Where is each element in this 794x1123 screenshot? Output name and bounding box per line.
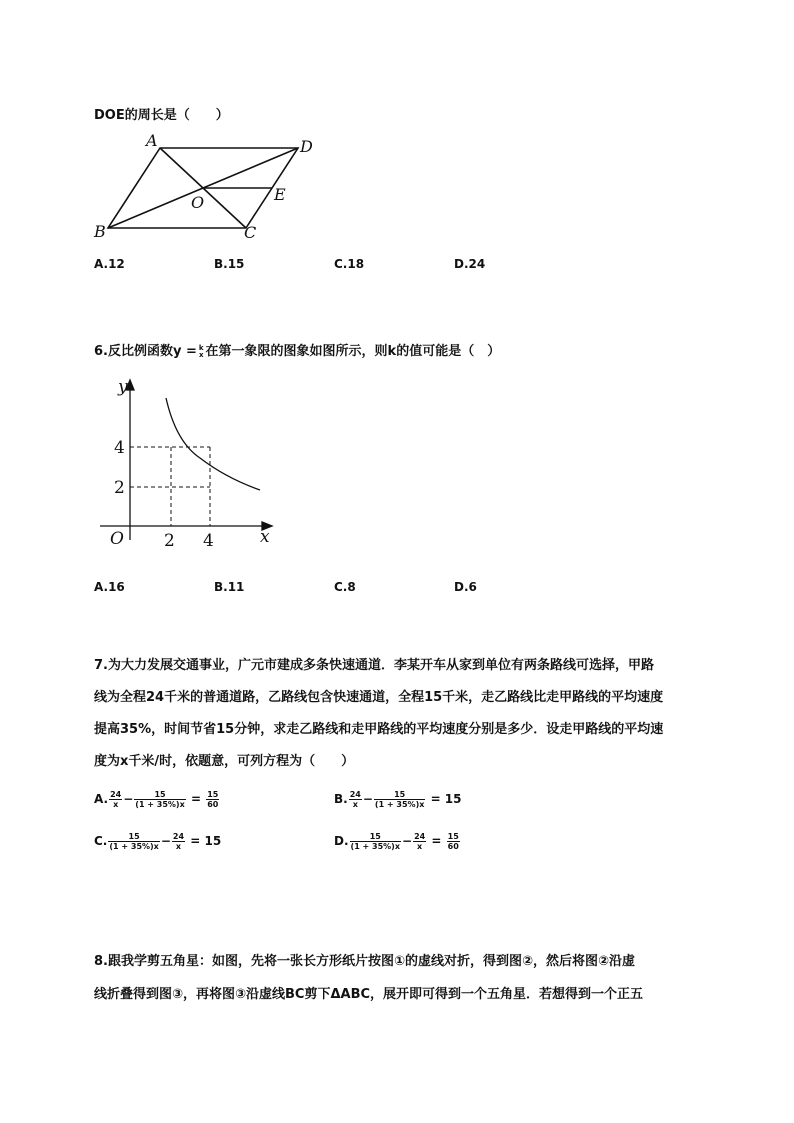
tick-y-2: 2 xyxy=(114,478,125,498)
q7-option-b-label: B. xyxy=(334,792,348,806)
q7-d-frac1 xyxy=(350,832,401,851)
q7-d-f3n: 15 xyxy=(447,832,459,841)
q5-option-a: A.12 xyxy=(94,257,125,271)
q7-b-f1n: 24 xyxy=(349,790,361,799)
graph-origin: O xyxy=(110,529,124,549)
tick-x-2: 2 xyxy=(164,531,175,551)
q7-b-eq: = 15 xyxy=(430,792,462,806)
q6-k: k xyxy=(198,343,204,352)
q7-a-f1n: 24 xyxy=(110,790,122,799)
q7-d-minus: − xyxy=(402,834,413,848)
q7-a-f2d: (1 + 35%)x xyxy=(135,800,185,809)
q7-d-frac2 xyxy=(413,832,426,851)
q7-d-f3d: 60 xyxy=(447,842,459,851)
label-a: A xyxy=(146,131,158,150)
q7-c-f2n: 24 xyxy=(172,832,185,841)
q7-b-frac1 xyxy=(349,790,362,809)
q7-d-frac3 xyxy=(447,832,460,851)
q7-c-frac1 xyxy=(108,832,159,851)
q7-c-f2d: x xyxy=(175,842,182,851)
q6-option-b: B.11 xyxy=(214,580,245,594)
q6-option-a: A.16 xyxy=(94,580,125,594)
q7-option-b xyxy=(334,790,462,809)
q7-option-a xyxy=(94,790,220,809)
q7-option-c xyxy=(94,832,221,851)
label-o: O xyxy=(191,193,205,212)
q7-a-f3n: 15 xyxy=(207,790,219,799)
q7-a-f1d: x xyxy=(113,800,119,809)
q7-line-3: 提高35%，时间节省15分钟，求走乙路线和走甲路线的平均速度分别是多少．设走甲路线的平均速 xyxy=(94,722,664,737)
q8-line-2: 线折叠得到图③，再将图③沿虚线BC剪下ΔABC，展开即可得到一个五角星．若想得到一个正五 xyxy=(94,987,644,1002)
q7-a-frac1 xyxy=(109,790,122,809)
parallelogram-figure xyxy=(88,130,328,245)
q7-c-f1d: (1 + 35%)x xyxy=(109,842,159,851)
q6-k-over-x xyxy=(198,345,205,359)
q7-c-eq: = 15 xyxy=(190,834,222,848)
hyperbola-curve xyxy=(166,398,260,490)
q7-a-minus: − xyxy=(123,792,134,806)
q7-option-c-label: C. xyxy=(94,834,108,848)
q5-stem: DOE的周长是（ ） xyxy=(94,108,229,123)
q7-line-1: 7.为大力发展交通事业，广元市建成多条快速通道．李某开车从家到单位有两条路线可选择，甲路 xyxy=(94,658,654,673)
q7-d-f2d: x xyxy=(417,842,423,851)
q7-b-f1d: x xyxy=(352,800,358,809)
q7-d-eq: = xyxy=(431,834,442,848)
q7-option-d xyxy=(334,832,461,851)
label-b: B xyxy=(94,222,106,241)
label-c: C xyxy=(244,223,257,242)
q5-option-b: B.15 xyxy=(214,257,245,271)
q6-stem-post: 在第一象限的图象如图所示，则k的值可能是（ ） xyxy=(205,344,501,359)
q7-a-f3d: 60 xyxy=(207,800,219,809)
q7-d-f1d: (1 + 35%)x xyxy=(350,842,400,851)
q7-line-4: 度为x千米/时，依题意，可列方程为（ ） xyxy=(94,754,355,769)
q6-option-d: D.6 xyxy=(454,580,477,594)
q7-d-f2n: 24 xyxy=(414,832,426,841)
q7-b-f2n: 15 xyxy=(374,790,425,800)
label-d: D xyxy=(300,137,313,156)
q7-b-f2d: (1 + 35%)x xyxy=(374,800,425,809)
q6-stem xyxy=(94,340,500,359)
graph-x-label: x xyxy=(260,527,270,547)
q8-line-1: 8.跟我学剪五角星：如图，先将一张长方形纸片按图①的虚线对折，得到图②，然后将图②沿虚 xyxy=(94,954,636,969)
tick-x-4: 4 xyxy=(203,531,214,551)
q6-x: x xyxy=(198,350,204,359)
q7-a-eq: = xyxy=(190,792,201,806)
q7-c-frac2 xyxy=(172,832,185,851)
q7-a-frac3 xyxy=(206,790,219,809)
q7-a-f2n: 15 xyxy=(134,790,185,800)
graph-y-label: y xyxy=(118,377,128,397)
q7-b-frac2 xyxy=(374,790,425,809)
q6-stem-pre: 6.反比例函数y = xyxy=(94,344,197,359)
label-e: E xyxy=(274,185,286,204)
tick-y-4: 4 xyxy=(114,438,125,458)
q5-option-d: D.24 xyxy=(454,257,486,271)
q7-line-2: 线为全程24千米的普通道路，乙路线包含快速通道，全程15千米，走乙路线比走甲路线的平均速度 xyxy=(94,690,664,705)
q7-c-minus: − xyxy=(160,834,171,848)
q6-option-c: C.8 xyxy=(334,580,356,594)
q7-option-a-label: A. xyxy=(94,792,109,806)
q7-a-frac2 xyxy=(134,790,185,809)
q7-option-d-label: D. xyxy=(334,834,349,848)
q7-d-f1n: 15 xyxy=(350,832,401,842)
q7-c-f1n: 15 xyxy=(108,832,159,842)
q7-b-minus: − xyxy=(362,792,373,806)
hyperbola-graph xyxy=(96,372,286,552)
q5-option-c: C.18 xyxy=(334,257,365,271)
